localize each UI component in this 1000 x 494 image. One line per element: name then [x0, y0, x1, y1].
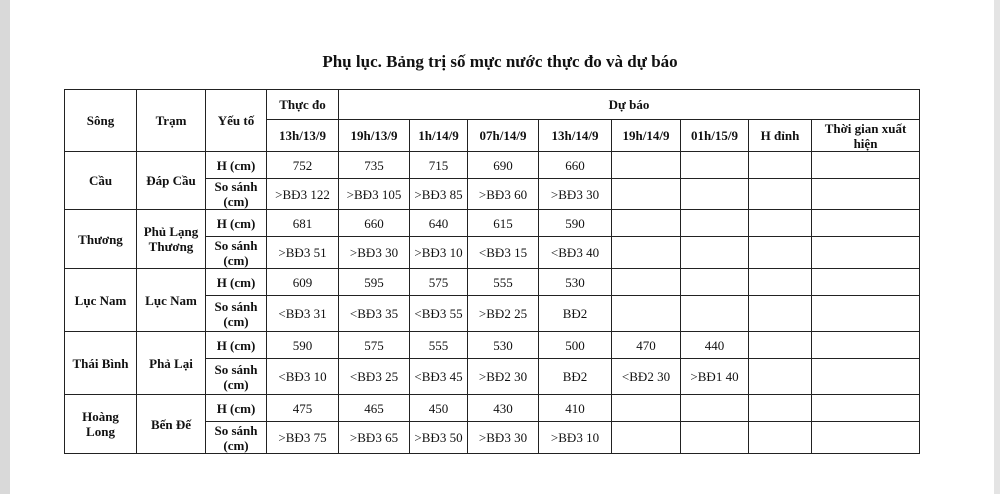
compare-value-cell [749, 179, 812, 210]
page-edge-right [994, 0, 1000, 494]
station-river: Cầu [65, 152, 137, 210]
factor-compare-label: So sánh (cm) [206, 296, 267, 332]
h-value-cell: 530 [468, 332, 539, 359]
h-value-cell: 410 [539, 395, 612, 422]
header-thuc-do: Thực đo [267, 90, 339, 120]
station-name: Phả Lại [137, 332, 206, 395]
h-value-cell [749, 210, 812, 237]
compare-value-cell [812, 296, 920, 332]
h-value-cell [612, 395, 681, 422]
h-value-cell: 530 [539, 269, 612, 296]
header-time: 1h/14/9 [410, 120, 468, 152]
h-value-cell: 690 [468, 152, 539, 179]
header-h-dinh: H đỉnh [749, 120, 812, 152]
compare-value-cell: BĐ2 [539, 296, 612, 332]
header-time: 19h/13/9 [339, 120, 410, 152]
compare-value-cell: BĐ2 [539, 359, 612, 395]
h-value-cell: 735 [339, 152, 410, 179]
compare-value-cell [612, 179, 681, 210]
header-yeu-to: Yếu tố [206, 90, 267, 152]
h-value-cell: 450 [410, 395, 468, 422]
compare-value-cell: >BĐ3 50 [410, 422, 468, 454]
station-river: Thương [65, 210, 137, 269]
compare-value-cell [681, 237, 749, 269]
station-name: Lục Nam [137, 269, 206, 332]
h-value-cell: 470 [612, 332, 681, 359]
header-time: 07h/14/9 [468, 120, 539, 152]
h-value-cell [612, 210, 681, 237]
compare-value-cell: <BĐ2 30 [612, 359, 681, 395]
h-value-cell [749, 332, 812, 359]
factor-h-label: H (cm) [206, 210, 267, 237]
h-value-cell: 575 [410, 269, 468, 296]
h-value-cell [749, 269, 812, 296]
factor-h-label: H (cm) [206, 395, 267, 422]
h-value-cell: 575 [339, 332, 410, 359]
h-value-cell [812, 395, 920, 422]
h-value-cell: 590 [267, 332, 339, 359]
header-thoi-gian: Thời gian xuất hiện [812, 120, 920, 152]
compare-value-cell: <BĐ3 45 [410, 359, 468, 395]
compare-value-cell [612, 237, 681, 269]
station-river: Thái Bình [65, 332, 137, 395]
h-value-cell: 752 [267, 152, 339, 179]
factor-compare-label: So sánh (cm) [206, 359, 267, 395]
compare-value-cell: >BĐ3 30 [339, 237, 410, 269]
compare-value-cell: >BĐ2 30 [468, 359, 539, 395]
header-time: 13h/14/9 [539, 120, 612, 152]
compare-value-cell: >BĐ3 105 [339, 179, 410, 210]
h-value-cell [681, 269, 749, 296]
header-du-bao: Dự báo [339, 90, 920, 120]
h-value-cell: 440 [681, 332, 749, 359]
factor-compare-label: So sánh (cm) [206, 179, 267, 210]
header-song: Sông [65, 90, 137, 152]
header-time: 19h/14/9 [612, 120, 681, 152]
compare-value-cell [612, 422, 681, 454]
compare-value-cell [681, 422, 749, 454]
h-value-cell [812, 332, 920, 359]
h-value-cell: 715 [410, 152, 468, 179]
h-value-cell [812, 152, 920, 179]
compare-value-cell: <BĐ3 35 [339, 296, 410, 332]
document-title: Phụ lục. Bảng trị số mực nước thực đo và dự báo [322, 52, 678, 71]
factor-h-label: H (cm) [206, 269, 267, 296]
factor-compare-label: So sánh (cm) [206, 237, 267, 269]
h-value-cell [681, 152, 749, 179]
compare-value-cell [681, 179, 749, 210]
h-value-cell [681, 210, 749, 237]
h-value-cell [812, 210, 920, 237]
h-value-cell: 609 [267, 269, 339, 296]
h-value-cell: 615 [468, 210, 539, 237]
station-name: Phủ Lạng Thương [137, 210, 206, 269]
station-river: Lục Nam [65, 269, 137, 332]
h-value-cell: 475 [267, 395, 339, 422]
compare-value-cell: <BĐ3 40 [539, 237, 612, 269]
compare-value-cell: >BĐ3 75 [267, 422, 339, 454]
compare-value-cell: >BĐ3 30 [539, 179, 612, 210]
compare-value-cell: <BĐ3 10 [267, 359, 339, 395]
compare-value-cell: >BĐ1 40 [681, 359, 749, 395]
h-value-cell: 640 [410, 210, 468, 237]
h-value-cell: 595 [339, 269, 410, 296]
compare-value-cell: >BĐ3 85 [410, 179, 468, 210]
h-value-cell: 681 [267, 210, 339, 237]
compare-value-cell: >BĐ3 122 [267, 179, 339, 210]
h-value-cell [612, 269, 681, 296]
compare-value-cell [681, 296, 749, 332]
compare-value-cell: >BĐ3 51 [267, 237, 339, 269]
h-value-cell: 660 [539, 152, 612, 179]
header-tram: Trạm [137, 90, 206, 152]
compare-value-cell: >BĐ2 25 [468, 296, 539, 332]
h-value-cell: 500 [539, 332, 612, 359]
h-value-cell [749, 152, 812, 179]
factor-compare-label: So sánh (cm) [206, 422, 267, 454]
compare-value-cell: <BĐ3 25 [339, 359, 410, 395]
station-river: Hoàng Long [65, 395, 137, 454]
compare-value-cell: >BĐ3 30 [468, 422, 539, 454]
compare-value-cell: >BĐ3 10 [410, 237, 468, 269]
compare-value-cell: >BĐ3 65 [339, 422, 410, 454]
compare-value-cell [749, 422, 812, 454]
compare-value-cell [812, 359, 920, 395]
station-name: Đáp Cầu [137, 152, 206, 210]
compare-value-cell: >BĐ3 10 [539, 422, 612, 454]
header-time: 01h/15/9 [681, 120, 749, 152]
compare-value-cell: <BĐ3 55 [410, 296, 468, 332]
compare-value-cell [749, 237, 812, 269]
compare-value-cell [812, 422, 920, 454]
h-value-cell [812, 269, 920, 296]
h-value-cell [612, 152, 681, 179]
h-value-cell: 555 [468, 269, 539, 296]
compare-value-cell [812, 237, 920, 269]
factor-h-label: H (cm) [206, 152, 267, 179]
h-value-cell: 590 [539, 210, 612, 237]
compare-value-cell: >BĐ3 60 [468, 179, 539, 210]
page-edge-left [0, 0, 10, 494]
compare-value-cell [749, 296, 812, 332]
h-value-cell [749, 395, 812, 422]
h-value-cell [681, 395, 749, 422]
compare-value-cell [749, 359, 812, 395]
compare-value-cell: <BĐ3 31 [267, 296, 339, 332]
compare-value-cell [612, 296, 681, 332]
water-level-table [64, 89, 920, 454]
h-value-cell: 555 [410, 332, 468, 359]
factor-h-label: H (cm) [206, 332, 267, 359]
header-time: 13h/13/9 [267, 120, 339, 152]
compare-value-cell [812, 179, 920, 210]
station-name: Bến Đế [137, 395, 206, 454]
h-value-cell: 430 [468, 395, 539, 422]
h-value-cell: 660 [339, 210, 410, 237]
compare-value-cell: <BĐ3 15 [468, 237, 539, 269]
h-value-cell: 465 [339, 395, 410, 422]
